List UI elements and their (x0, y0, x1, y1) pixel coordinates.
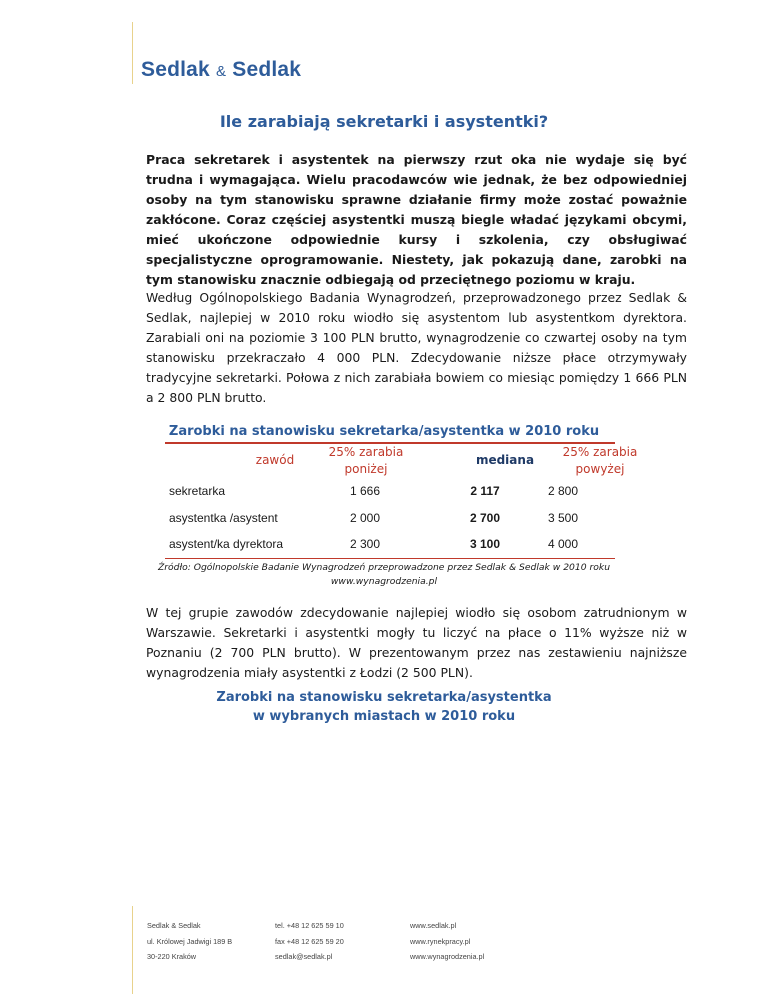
chart-title-line-1: Zarobki na stanowisku sekretarka/asystentka (216, 690, 552, 705)
high-cell: 2 800 (547, 484, 579, 498)
logo-name: Sedlak (141, 58, 210, 81)
footer-divider-line (132, 906, 133, 994)
logo-ampersand: & (215, 63, 227, 80)
table-title: Zarobki na stanowisku sekretarka/asystentka w 2010 roku (168, 424, 600, 439)
median-cell: 2 700 (469, 511, 501, 525)
job-cell: asystent/ka dyrektora (169, 537, 284, 551)
high-cell: 4 000 (547, 537, 579, 551)
low-cell: 2 300 (349, 537, 381, 551)
high-cell: 3 500 (547, 511, 579, 525)
header-low: 25% zarabia poniżej (328, 445, 404, 476)
job-cell: sekretarka (169, 484, 226, 498)
footer-address (147, 918, 232, 965)
chart-title (0, 688, 768, 726)
header-high: 25% zarabia powyżej (562, 445, 638, 476)
header-median: mediana (475, 453, 535, 467)
header-zawod: zawód (255, 453, 295, 467)
company-logo (141, 58, 301, 82)
footer-street: ul. Królowej Jadwigi 189 B (147, 936, 233, 946)
lead-paragraph: Praca sekretarek i asystentek na pierwszy rzut oka nie wydaje się być trudna i wymagająca. Wielu pracodawców wie jednak, że bez odpowiedniej osoby na tym stanowisku sprawne działanie firmy może zostać poważnie zakłócone. Coraz częściej asystentki muszą biegle władać językami obcymi, mieć ukończone odpowiednie kursy i szkolenia, czy obsługiwać specjalistyczne oprogramowanie. Niestety, jak pokazują dane, zarobki na tym stanowisku znacznie odbiegają od przeciętnego poziomu w kraju. (146, 152, 687, 287)
job-cell: asystentka /asystent (169, 511, 278, 525)
table-row (165, 481, 615, 503)
logo-name-2: Sedlak (232, 58, 302, 81)
footer-link-wynagrodzenia[interactable]: www.wynagrodzenia.pl (410, 952, 485, 961)
median-cell: 3 100 (469, 537, 501, 551)
footer-phone: tel. +48 12 625 59 10 (275, 921, 344, 930)
body-paragraph-2: Według Ogólnopolskiego Badania Wynagrodzeń, przeprowadzonego przez Sedlak & Sedlak, najlepiej w 2010 roku wiodło się asystentom lub asystentkom dyrektora. Zarabiali oni na poziomie 3 100 PLN brutto, wynagrodzenie co czwartej osoby na tym stanowisku przekraczało 4 000 PLN. Zdecydowanie niższe płace otrzymywały tradycyjne sekretarki. Połowa z nich zarabiała bowiem co miesiąc pomiędzy 1 666 PLN a 2 800 PLN brutto. (146, 290, 687, 405)
table-row (165, 534, 615, 556)
low-cell: 2 000 (349, 511, 381, 525)
header-divider-line (132, 22, 133, 84)
footer-link-sedlak[interactable]: www.sedlak.pl (410, 921, 457, 930)
page-title: Ile zarabiają sekretarki i asystentki? (219, 112, 549, 131)
footer-websites (410, 918, 484, 965)
table-source (0, 561, 768, 589)
source-line-1: Źródło: Ogólnopolskie Badanie Wynagrodzeń przeprowadzone przez Sedlak & Sedlak w 2010 roku (157, 562, 611, 573)
footer-city: 30-220 Kraków (147, 952, 197, 961)
body-paragraph-3: W tej grupie zawodów zdecydowanie najlepiej wiodło się osobom zatrudnionym w Warszawie. Sekretarki i asystentki mogły tu liczyć na płace o 11% wyższe niż w Poznaniu (2 700 PLN brutto). W prezentowanym przez nas zestawieniu najniższe wynagrodzenia miały asystentki z Łodzi (2 500 PLN). (146, 605, 687, 680)
median-cell: 2 117 (470, 484, 500, 498)
footer-company: Sedlak & Sedlak (147, 921, 201, 930)
chart-title-line-2: w wybranych miastach w 2010 roku (252, 709, 516, 724)
low-cell: 1 666 (349, 484, 381, 498)
source-line-2: www.wynagrodzenia.pl (330, 576, 438, 587)
footer-contact (275, 918, 344, 965)
footer-link-rynekpracy[interactable]: www.rynekpracy.pl (410, 936, 471, 946)
footer-fax: fax +48 12 625 59 20 (275, 936, 344, 946)
footer-email[interactable]: sedlak@sedlak.pl (275, 952, 333, 961)
table-row (165, 508, 615, 530)
table-bottom-rule (165, 558, 615, 559)
